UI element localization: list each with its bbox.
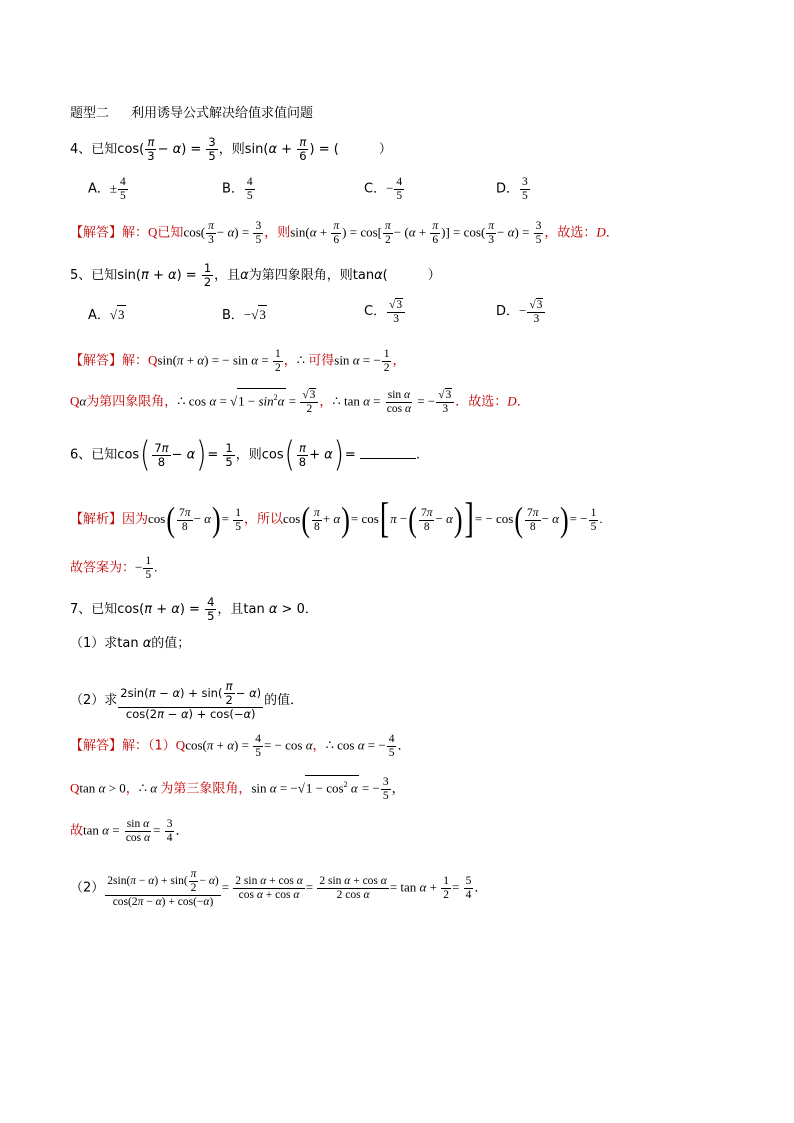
question-end: ． — [304, 602, 318, 617]
therefore-word: 故 — [70, 823, 84, 839]
part-2-label: （2） — [70, 880, 105, 896]
option-letter: B． — [222, 308, 244, 323]
question-lead: 已知 — [91, 142, 118, 157]
option-den: 5 — [246, 190, 253, 202]
option-prefix: ± — [109, 180, 118, 196]
answer-lead: 解：（1） — [122, 738, 176, 754]
q7-answer-line-2: Qtan α > 0，∴ α 为第三象限角，$\sin \alpha = -√1 - \cos^2 \alpha$ = − $\frac{3}{5}$ ， — [70, 775, 405, 802]
q4-option-b — [222, 176, 256, 203]
section-title: 利用诱导公式解决给值求值问题 — [131, 106, 314, 121]
question-tail: ） — [378, 142, 392, 157]
q4-premise: cos( $\frac{\pi}{3}$ − α) = $\frac{3}{5}$ — [117, 135, 216, 163]
question-number: 6、 — [70, 447, 92, 463]
q5-answer-line-1: 【解答】解：Qsin(π + α) = − sin α = $\frac{1}{2}$ ，∴ 可得sin α = − $\frac{1}{2}$ ， — [70, 348, 406, 374]
question-mid: ，则 — [235, 447, 262, 463]
option-den: 5 — [522, 190, 528, 202]
q4-target: sin(α + $\frac{\pi}{6}$ ) = ( — [244, 135, 339, 163]
answer-tag: 【解析】 — [70, 511, 123, 527]
section-heading — [70, 105, 313, 123]
final-end: . — [154, 559, 158, 575]
part-1-end: 的值； — [151, 636, 191, 651]
option-num: 3 — [522, 176, 528, 188]
option-den: 5 — [120, 190, 126, 202]
answer-then: ，则 — [264, 225, 291, 241]
q7-answer-part-2: （2） 2sin(π − α) + sin( $\frac{\pi}{2}$ − α) cos(2π − α) + cos(−α) = $\frac{\text{2 sin α + cos α}}{\text{cos α + cos α}}$ = $\frac{\text{2 sin α + cos α}}{\text{2 cos α}}$ = tan α + $\frac{1}{2}$ = $\frac{5}{4}$ ． — [70, 868, 488, 908]
question-end: . — [415, 447, 421, 463]
question-number: 5、 — [70, 268, 92, 283]
question-number: 7、 — [70, 602, 92, 617]
q5-option-d: D．− $\frac{√3}{3}$ — [496, 298, 546, 326]
option-letter: A． — [88, 181, 110, 197]
because-symbol: Q — [148, 224, 158, 240]
question-number: 4、 — [70, 142, 92, 157]
answer-comma: ， — [283, 353, 297, 369]
q4-option-c — [364, 176, 405, 203]
q7-answer-line-1: 【解答】解：（1）Qcos(π + α) = $\frac{4}{5}$ = − cos α，∴ cos α = − $\frac{4}{5}$ ． — [70, 733, 411, 759]
answer-tag: 【解答】 — [70, 353, 123, 369]
q4-option-d — [496, 176, 531, 203]
q5-option-b: B．−√3 — [222, 307, 266, 323]
question-lead: 已知 — [91, 447, 118, 463]
final-lead: 故答案为： — [70, 560, 136, 576]
question-lead: 已知 — [91, 602, 118, 617]
part-2-label: （2）求 — [70, 693, 118, 708]
answer-lead: 解： — [122, 225, 149, 241]
option-letter: A． — [88, 308, 110, 323]
part-1-label: （1）求 — [70, 636, 118, 651]
part-2-end: 的值． — [264, 693, 304, 708]
option-prefix: − — [386, 180, 394, 196]
question-mid: ，则 — [218, 142, 245, 157]
q5-option-c: C． $\frac{√3}{3}$ — [364, 298, 406, 326]
therefore-symbol: ∴ — [296, 352, 305, 368]
option-num: 4 — [396, 176, 403, 188]
q4-option-a — [88, 176, 129, 203]
option-num: 4 — [246, 176, 253, 188]
question-lead: 已知 — [91, 268, 118, 283]
answer-tag: 【解答】 — [70, 738, 123, 754]
third-quadrant-text: 为第三象限角， — [160, 781, 252, 797]
question-6: 6、已知cos( $\frac{7\pi}{8}$ − α)= $\frac{1}{5}$ ，则cos( $\frac{\pi}{8}$ + α)= . — [70, 434, 421, 476]
answer-so: 所以 — [257, 511, 284, 527]
question-mid2: 为第四象限角，则 — [248, 268, 353, 283]
q7-answer-line-3: 故tan α = $\frac{\text{sin α}}{\text{cos α}}$ = $\frac{3}{4}$ ． — [70, 818, 189, 844]
answer-get: 可得 — [308, 353, 335, 369]
answer-period: ． — [605, 224, 619, 240]
answer-choice: D — [507, 393, 517, 409]
question-5: 5、已知sin(π + α) = $\frac{1}{2}$ ，且α为第四象限角，则tanα( ） — [70, 261, 441, 289]
answer-choice: D — [596, 224, 606, 240]
q5-answer-line-2: Qα为第四象限角，∴ $\cos \alpha = √1 - \sin^2\alpha$ = $\frac{√3}{2}$ ，∴ tan α = $\frac{\text{sin α}}{\text{cos α}}$ = − $\frac{√3}{3}$ ．故选：D． — [70, 388, 530, 416]
q5-option-a: A．√3 — [88, 307, 125, 323]
option-num: 4 — [120, 176, 126, 188]
answer-blank[interactable] — [360, 458, 416, 459]
answer-end: ，故选： — [544, 225, 597, 241]
option-letter: B． — [222, 181, 244, 197]
answer-choose: 故选： — [468, 394, 508, 410]
q7-part-2: （2）求 2sin(π − α) + sin( $\frac{\pi}{2}$ − α) cos(2π − α) + cos(−α) 的值． — [70, 679, 304, 721]
question-mid: ，且 — [214, 268, 241, 283]
option-letter: C． — [364, 303, 387, 319]
fourth-quadrant-text: 为第四象限角， — [86, 394, 178, 410]
question-mid: ，且 — [217, 602, 244, 617]
question-tail: ） — [427, 268, 441, 283]
option-letter: C． — [364, 181, 387, 197]
option-letter: D． — [496, 303, 520, 319]
answer-lead: 解： — [122, 353, 149, 369]
question-7: 7、已知cos(π + α) = $\frac{4}{5}$ ，且tan α > 0． — [70, 595, 318, 623]
q7-part-1: （1）求tan α的值； — [70, 636, 191, 651]
answer-because: 因为 — [122, 511, 149, 527]
q6-final-answer: 故答案为：− $\frac{1}{5}$ . — [70, 555, 158, 581]
answer-period: ． — [516, 393, 530, 409]
q6-answer: 【解析】因为cos( $\frac{7\pi}{8}$ − α)= $\frac{1}{5}$ ，所以cos( $\frac{\pi}{8}$ + α)= cos[π −( $\frac{7\pi}{8}$ − α)]= − cos( $\frac{7\pi}{8}$ − α)= − $\frac{1}{5}$ . — [70, 496, 603, 543]
section-label: 题型二 — [70, 106, 110, 121]
question-4 — [70, 136, 392, 163]
answer-known: 已知 — [157, 225, 184, 241]
q4-answer: 【解答】解：Q已知cos( $\frac{\pi}{3}$ − α) = $\frac{3}{5}$ ，则sin(α + $\frac{\pi}{6}$ ) = cos[ $\frac{\pi}{2}$ − (α + $\frac{\pi}{6}$ )] = cos( $\frac{\pi}{3}$ − α) = $\frac{3}{5}$ ，故选：D． — [70, 220, 619, 246]
answer-tag: 【解答】 — [70, 225, 123, 241]
option-den: 5 — [396, 190, 403, 202]
option-letter: D． — [496, 181, 520, 197]
